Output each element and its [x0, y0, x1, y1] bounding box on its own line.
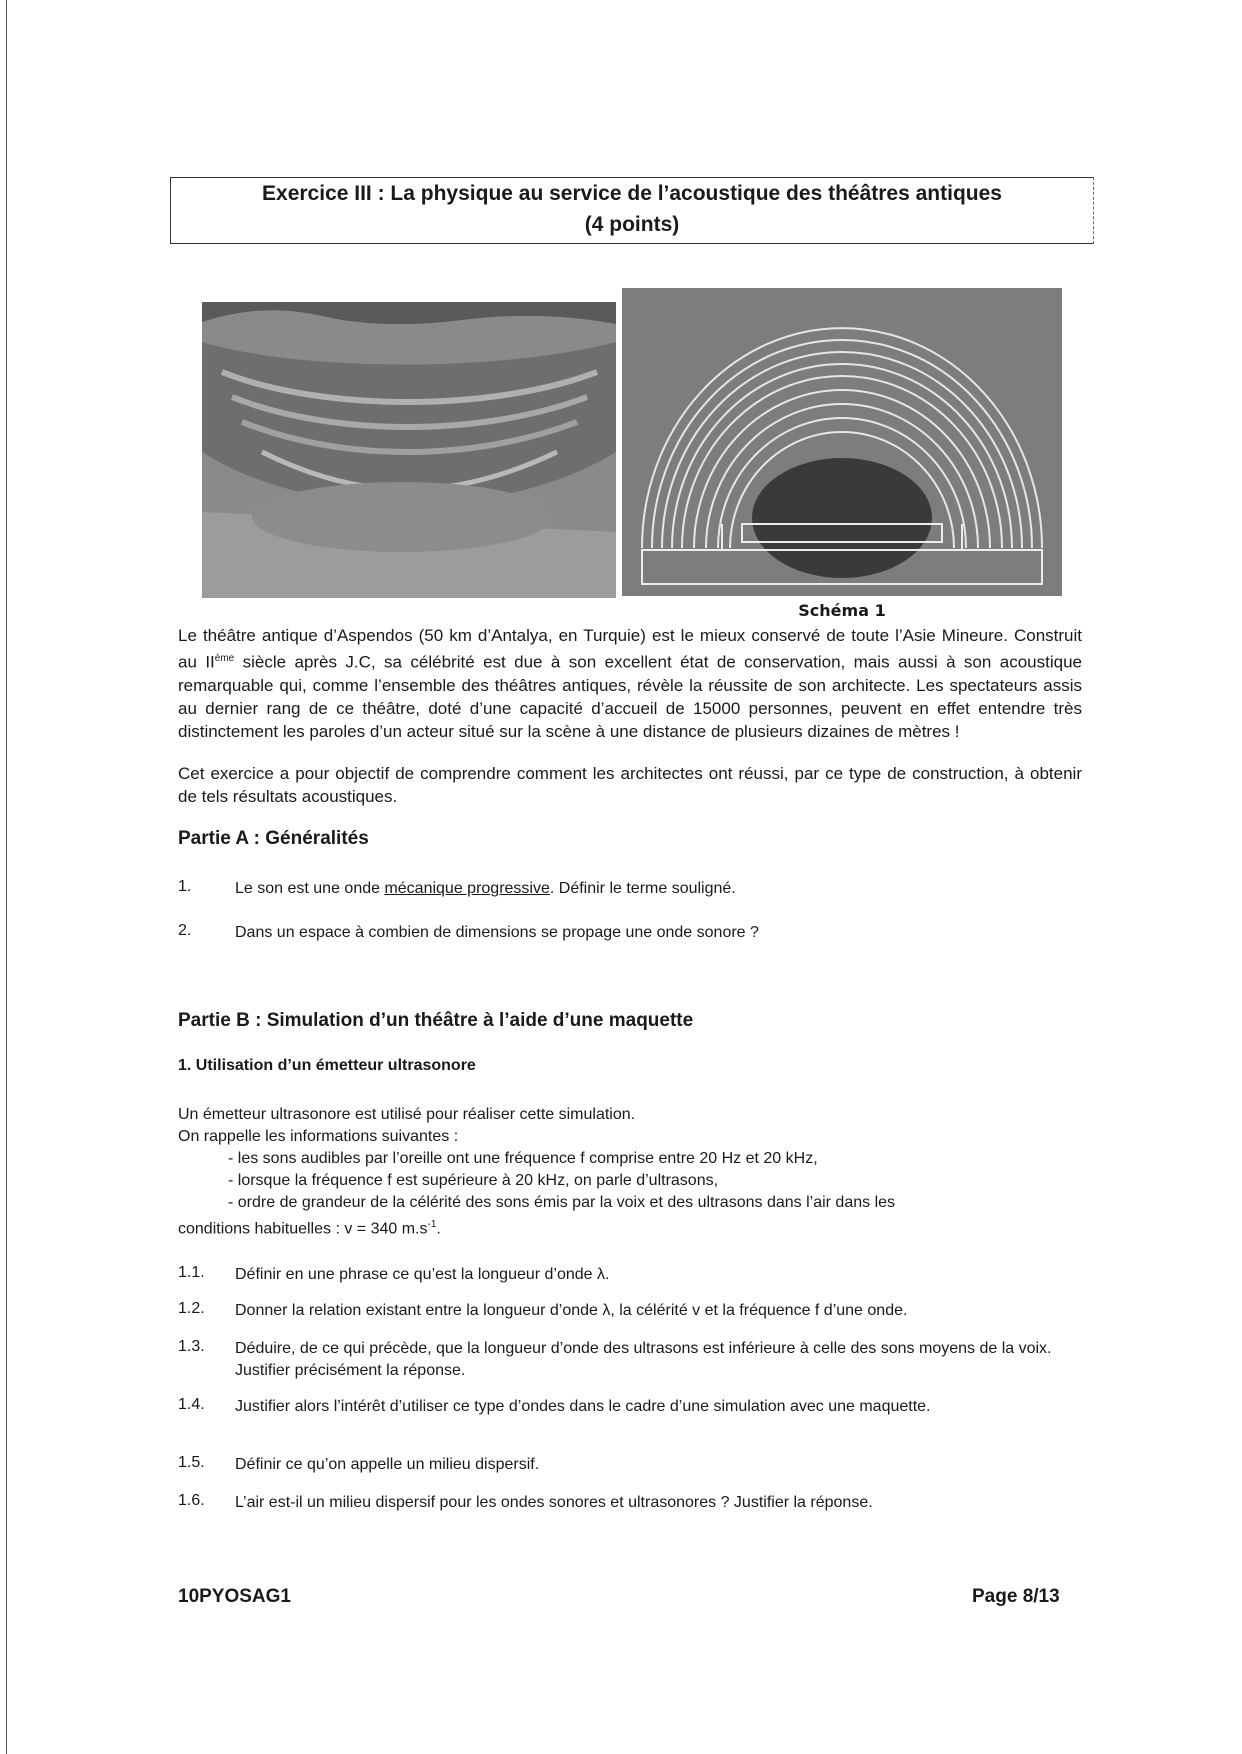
footer-page-number: Page 8/13 — [972, 1586, 1060, 1607]
partA-q1-before: Le son est une onde — [235, 880, 385, 897]
q16-number: 1.6. — [178, 1492, 205, 1509]
partB-bullet3-cont — [178, 1214, 1082, 1240]
q11-number: 1.1. — [178, 1264, 205, 1281]
footer-code: 10PYOSAG1 — [178, 1586, 291, 1607]
partB-bullet3-sup: -1 — [427, 1219, 437, 1230]
theatre-schema — [622, 288, 1062, 596]
partA-q2-number: 2. — [178, 922, 192, 939]
q12-number: 1.2. — [178, 1300, 205, 1317]
partA-q2-text: Dans un espace à combien de dimensions se propage une onde sonore ? — [235, 924, 759, 941]
exercise-title: Exercice III : La physique au service de l’acoustique des théâtres antiques — [262, 182, 1002, 205]
partA-heading: Partie A : Généralités — [178, 828, 369, 849]
scan-edge-line — [6, 0, 7, 1754]
q15-number: 1.5. — [178, 1454, 205, 1471]
partA-q1-text — [235, 878, 1082, 900]
theatre-photo — [202, 302, 616, 598]
partB-bullet3: - ordre de grandeur de la célérité des sons émis par la voix et des ultrasons dans l’air dans les — [228, 1194, 896, 1211]
q13-number: 1.3. — [178, 1338, 205, 1355]
q14-number: 1.4. — [178, 1396, 205, 1413]
partA-q1-after: . Définir le terme souligné. — [549, 880, 736, 897]
objective-paragraph: Cet exercice a pour objectif de comprendre comment les architectes ont réussi, par ce type de construction, à obtenir de tels résultats acoustiques. — [178, 764, 1082, 806]
partB-info1: Un émetteur ultrasonore est utilisé pour réaliser cette simulation. — [178, 1106, 636, 1123]
intro-text-part2: siècle après J.C, sa célébrité est due à son excellent état de conservation, mais aussi à son acoustique remarquable qui, comme l’ensemble des théâtres antiques, révèle la réussite de son architecte. Les spectateurs assis au dernier rang de ce théâtre, doté d’une capacité d’accueil de 15000 personnes, peuvent en effet entendre très distinctement les paroles d’un acteur situé sur la scène à une distance de plusieurs dizaines de mètres ! — [178, 652, 1082, 741]
partB-info2: On rappelle les informations suivantes : — [178, 1128, 459, 1145]
exercise-points: (4 points) — [584, 213, 680, 236]
partA-q1-number: 1. — [178, 878, 192, 895]
intro-text-part1: Le théâtre antique d’Aspendos (50 km d’Antalya, en Turquie) est le mieux conservé de toute l’Asie Mineure. Construit au II — [178, 626, 1082, 672]
schema-caption: Schéma 1 — [798, 601, 886, 620]
theatre-photo-drawing — [202, 302, 616, 598]
q15-text: Définir ce qu’on appelle un milieu dispersif. — [235, 1456, 540, 1473]
q16-text: L’air est-il un milieu dispersif pour les ondes sonores et ultrasonores ? Justifier la réponse. — [235, 1494, 873, 1511]
partB-subheading: 1. Utilisation d’un émetteur ultrasonore — [178, 1057, 476, 1074]
partB-bullet3-end: . — [436, 1220, 441, 1238]
partB-bullet3-text: conditions habituelles : v = 340 m.s — [178, 1220, 428, 1238]
intro-superscript: ème — [214, 653, 235, 664]
theatre-schema-drawing — [622, 288, 1062, 596]
partB-heading: Partie B : Simulation d’un théâtre à l’aide d’une maquette — [178, 1010, 694, 1031]
q11-text: Définir en une phrase ce qu’est la longueur d’onde λ. — [235, 1266, 610, 1283]
partB-bullet2: - lorsque la fréquence f est supérieure à 20 kHz, on parle d’ultrasons, — [228, 1172, 719, 1189]
partA-q1-underlined: mécanique progressive — [384, 880, 550, 897]
partB-bullet1: - les sons audibles par l’oreille ont une fréquence f comprise entre 20 Hz et 20 kHz, — [228, 1150, 818, 1167]
intro-paragraph — [178, 624, 1082, 743]
exercise-title-box — [170, 177, 1094, 244]
q13-text: Déduire, de ce qui précède, que la longueur d’onde des ultrasons est inférieure à celle des sons moyens de la voix. Justifier précisément la réponse. — [235, 1340, 1052, 1379]
q14-text: Justifier alors l’intérêt d’utiliser ce type d’ondes dans le cadre d’une simulation avec une maquette. — [235, 1398, 931, 1415]
q12-text: Donner la relation existant entre la longueur d’onde λ, la célérité v et la fréquence f d’une onde. — [235, 1302, 908, 1319]
